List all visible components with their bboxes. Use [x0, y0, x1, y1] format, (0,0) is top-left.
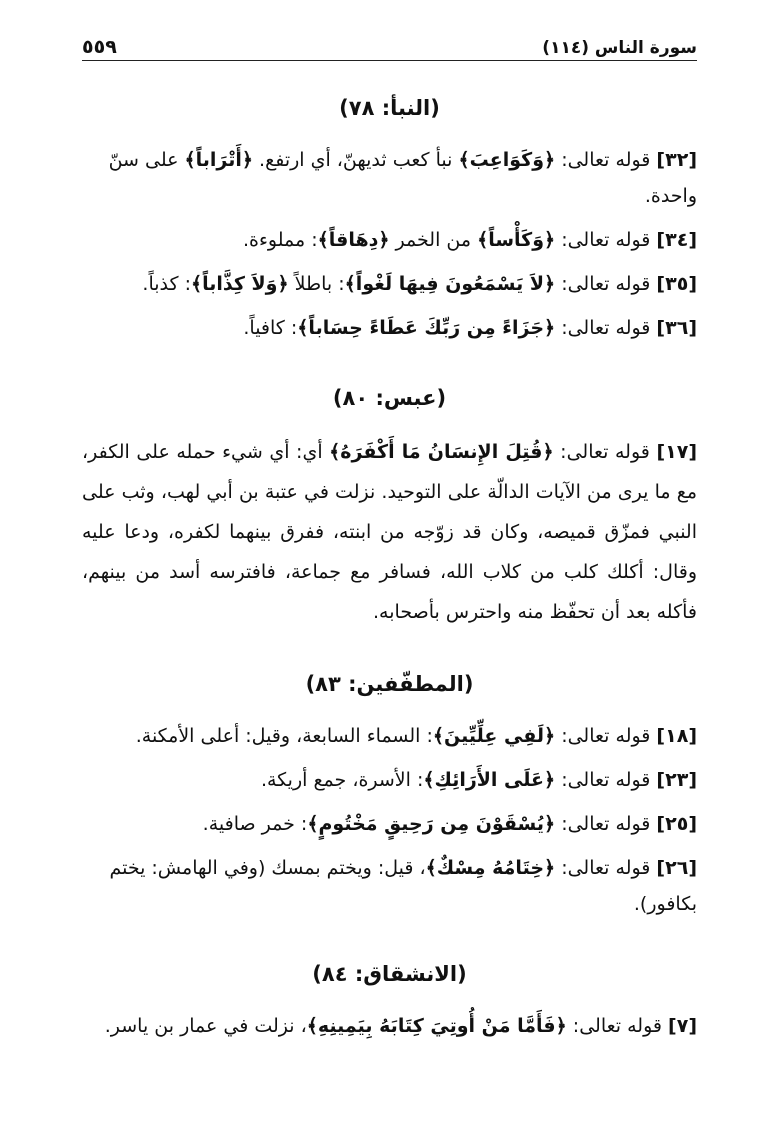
- section-gap: [82, 930, 697, 962]
- quran-quote: ﴿جَزَاءً مِن رَبِّكَ عَطَاءً حِسَاباً﴾: [297, 317, 556, 339]
- entry-lead: قوله تعالى:: [555, 725, 657, 747]
- entry-lead: قوله تعالى:: [555, 229, 657, 251]
- quran-quote-2: ﴿وَلاَ كِذَّاباً﴾: [190, 273, 289, 295]
- entry-number: [٣٢]: [656, 149, 697, 171]
- entry-lead: قوله تعالى:: [566, 1015, 669, 1037]
- section-gap: [82, 640, 697, 672]
- entry-text: : باطلاً: [288, 273, 345, 295]
- page-header: [82, 28, 697, 58]
- quran-quote: ﴿لاَ يَسْمَعُونَ فِيهَا لَغْواً﴾: [344, 273, 556, 295]
- entry-text-2: على سنّ واحدة.: [108, 149, 697, 207]
- entry-lead: قوله تعالى:: [553, 441, 657, 463]
- entry-number: [٧]: [668, 1015, 697, 1037]
- entry-mutaffifin-18: [82, 718, 697, 754]
- entry-text: : خمر صافية.: [202, 813, 308, 835]
- running-head-surah: سورة الناس (١١٤): [542, 38, 697, 58]
- entry-abasa-17: [82, 432, 697, 632]
- entry-text: : كافياً.: [243, 317, 298, 339]
- entry-number: [١٨]: [656, 725, 697, 747]
- entry-lead: قوله تعالى:: [555, 857, 657, 879]
- entry-naba-36: [82, 310, 697, 346]
- entry-number: [٣٤]: [656, 229, 697, 251]
- page-body: [82, 96, 697, 1052]
- entry-lead: قوله تعالى:: [555, 769, 657, 791]
- entry-text: نبأ كعب ثديهنّ، أي ارتفع.: [253, 149, 459, 171]
- entry-text-2: : مملوءة.: [242, 229, 318, 251]
- section-title-naba: (النبأ: ٧٨): [339, 96, 440, 120]
- quran-quote: ﴿عَلَى الأَرَائِكِ﴾: [423, 769, 556, 791]
- entry-text: : السماء السابعة، وقيل: أعلى الأمكنة.: [135, 725, 433, 747]
- entry-text: ، قيل: ويختم بمسك (وفي الهامش: يختم بكافور).: [109, 857, 697, 915]
- entry-mutaffifin-25: [82, 806, 697, 842]
- section-title-abasa: (عبس: ٨٠): [332, 386, 447, 410]
- quran-quote-2: ﴿أَتْرَاباً﴾: [184, 149, 254, 171]
- quran-quote: ﴿لَفِي عِلِّيِّينَ﴾: [432, 725, 556, 747]
- entry-mutaffifin-26: [82, 850, 697, 922]
- quran-quote: ﴿يُسْقَوْنَ مِن رَحِيقٍ مَخْتُومٍ﴾: [307, 813, 556, 835]
- entry-text: : الأسرة، جمع أريكة.: [260, 769, 424, 791]
- section-gap: [82, 354, 697, 386]
- quran-quote: ﴿وَكَأْساً﴾: [477, 229, 556, 251]
- entry-number: [٣٦]: [656, 317, 697, 339]
- entry-mutaffifin-23: [82, 762, 697, 798]
- entry-lead: قوله تعالى:: [555, 813, 657, 835]
- entry-lead: قوله تعالى:: [555, 273, 657, 295]
- header-rule: [82, 60, 697, 61]
- entry-number: [٢٥]: [656, 813, 697, 835]
- entry-naba-34: [82, 222, 697, 258]
- entry-naba-35: [82, 266, 697, 302]
- entry-text: من الخمر: [389, 229, 478, 251]
- entry-text: أي: أي شيء حمله على الكفر، مع ما يرى من الآيات الدالّة على التوحيد. نزلت في عتبة بن أبي لهب، وثب على النبي فمزّق قميصه، وكان قد زوّجه من ابنته، ففرق بينهما لكفره، ودعا عليه وقال: أكلك كلب من كلاب الله، فسافر مع جماعة، فافترسه أسد من بينهم، فأكله بعد أن تحفّظ منه واحترس بأصحابه.: [82, 441, 697, 623]
- quran-quote: ﴿قُتِلَ الإِنسَانُ مَا أَكْفَرَهُ﴾: [329, 441, 554, 463]
- entry-inshiqaq-7: [82, 1008, 697, 1044]
- entry-number: [٢٣]: [656, 769, 697, 791]
- quran-quote: ﴿فَأَمَّا مَنْ أُوتِيَ كِتَابَهُ بِيَمِينِهِ﴾: [306, 1015, 567, 1037]
- entry-number: [٣٥]: [656, 273, 697, 295]
- entry-text: ، نزلت في عمار بن ياسر.: [104, 1015, 307, 1037]
- entry-lead: قوله تعالى:: [555, 317, 657, 339]
- quran-quote-2: ﴿دِهَاقاً﴾: [317, 229, 390, 251]
- section-title-inshiqaq: (الانشقاق: ٨٤): [312, 962, 467, 986]
- entry-number: [٢٦]: [656, 857, 697, 879]
- quran-quote: ﴿وَكَوَاعِبَ﴾: [458, 149, 556, 171]
- page-number: ٥٥٩: [82, 36, 117, 58]
- entry-number: [١٧]: [656, 441, 698, 463]
- entry-naba-32: [82, 142, 697, 214]
- quran-quote: ﴿خِتَامُهُ مِسْكٌ﴾: [425, 857, 556, 879]
- entry-lead: قوله تعالى:: [555, 149, 657, 171]
- section-title-mutaffifin: (المطفّفين: ٨٣): [305, 672, 474, 696]
- entry-text-2: : كذباً.: [142, 273, 191, 295]
